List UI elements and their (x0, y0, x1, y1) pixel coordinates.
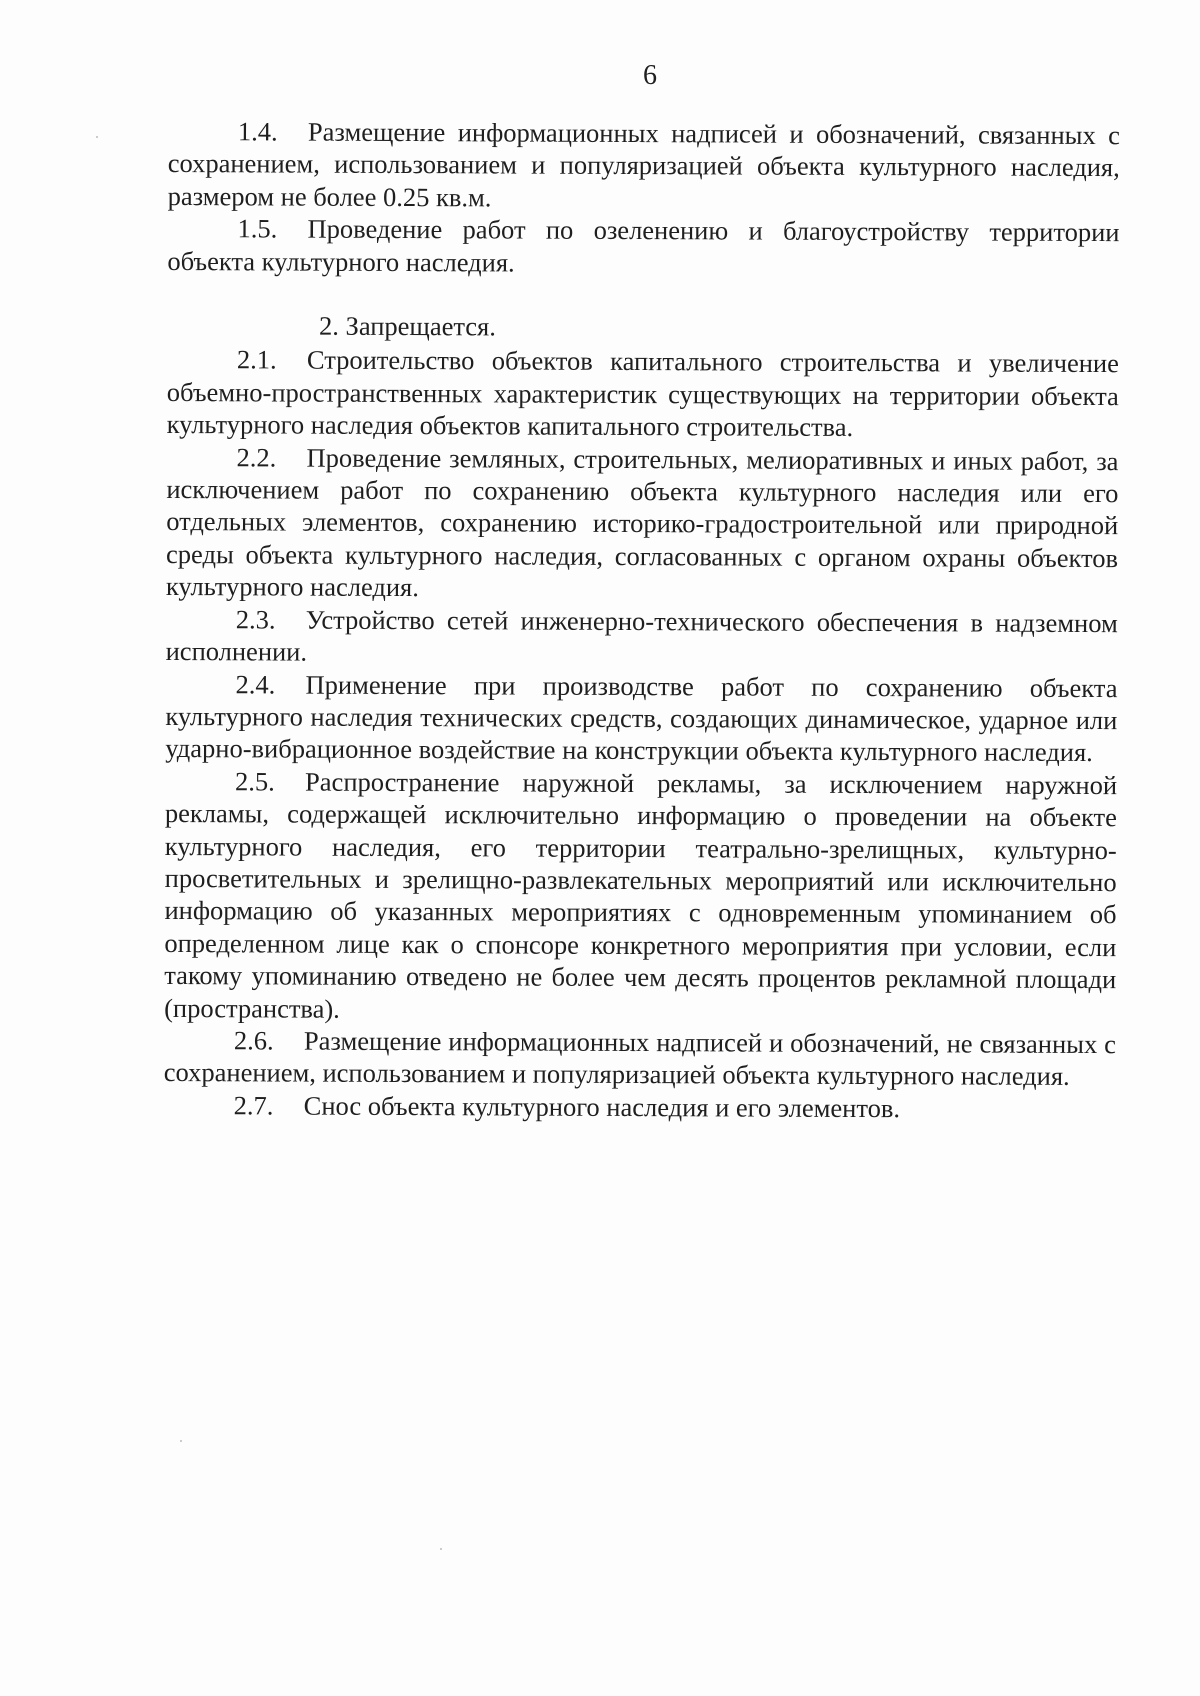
clause-number: 2.1. (236, 344, 277, 375)
clause-text: Применение при производстве работ по сохранению объекта культурного наследия технических средств, создающих динамическое, ударное или ударно-вибрационное воздействие на конструкции объекта культурного наследия. (165, 669, 1118, 768)
clause-number: 2.2. (236, 441, 277, 473)
clause-number: 1.5. (237, 213, 278, 244)
clause-number: 2.7. (233, 1090, 274, 1121)
scan-speck (180, 1440, 182, 1442)
clause-2-2 (166, 441, 1119, 607)
clause-1-5 (167, 212, 1119, 281)
clause-text: Устройство сетей инженерно-технического обеспечения в надземном исполнении. (165, 604, 1118, 667)
clause-2-3 (166, 603, 1118, 672)
clause-number: 2.3. (235, 603, 276, 635)
clause-text: Строительство объектов капитального строительства и увеличение объемно-пространственных характеристик существующих на территории объекта культурного наследия объектов капитального строительства. (166, 345, 1119, 443)
clause-text: Размещение информационных надписей и обозначений, не связанных с сохранением, использованием и популяризацией объекта культурного наследия. (163, 1025, 1117, 1092)
clause-text: Проведение земляных, строительных, мелиоративных и иных работ, за исключением работ по сохранению объекта культурного наследия или его отдельных элементов, сохранению историко-градостроительной или природной среды объекта культурного наследия, согласованных с органом охраны объектов культурного наследия. (165, 442, 1119, 603)
document-body (164, 115, 1120, 1125)
scan-speck (96, 136, 98, 138)
clause-text: Проведение работ по озеленению и благоустройству территории объекта культурного наследия. (167, 213, 1120, 278)
section-heading: 2. Запрещается. (319, 310, 496, 342)
clause-1-4 (168, 115, 1120, 216)
page-number: 6 (643, 60, 657, 91)
clause-number: 1.4. (237, 116, 278, 147)
clause-2-4 (165, 667, 1117, 768)
clause-2-1 (167, 343, 1119, 444)
clause-number: 2.4. (235, 668, 276, 699)
scan-speck (440, 1548, 442, 1550)
clause-text: Размещение информационных надписей и обозначений, связанных с сохранением, использованием и популяризацией объекта культурного наследия, размером не более 0.25 кв.м. (167, 116, 1120, 213)
clause-text: Снос объекта культурного наследия и его элементов. (303, 1090, 901, 1123)
clause-2-6 (164, 1024, 1116, 1093)
clause-2-7 (164, 1089, 1116, 1126)
clause-text: Распространение наружной рекламы, за исключением наружной рекламы, содержащей исключительно информацию о проведении на объекте культурного наследия, его территории театрально-зрелищных, культурно-просветительных и зрелищно-развлекательных мероприятий или исключительно информацию об указанных мероприятиях с одновременным упоминанием об определенном лице как о спонсоре конкретного мероприятия при условии, если такому упоминанию отведено не более чем десять процентов рекламной площади (пространства). (164, 766, 1118, 1024)
clause-number: 2.5. (235, 766, 275, 797)
clause-2-5 (164, 765, 1117, 1028)
clause-number: 2.6. (233, 1025, 274, 1056)
